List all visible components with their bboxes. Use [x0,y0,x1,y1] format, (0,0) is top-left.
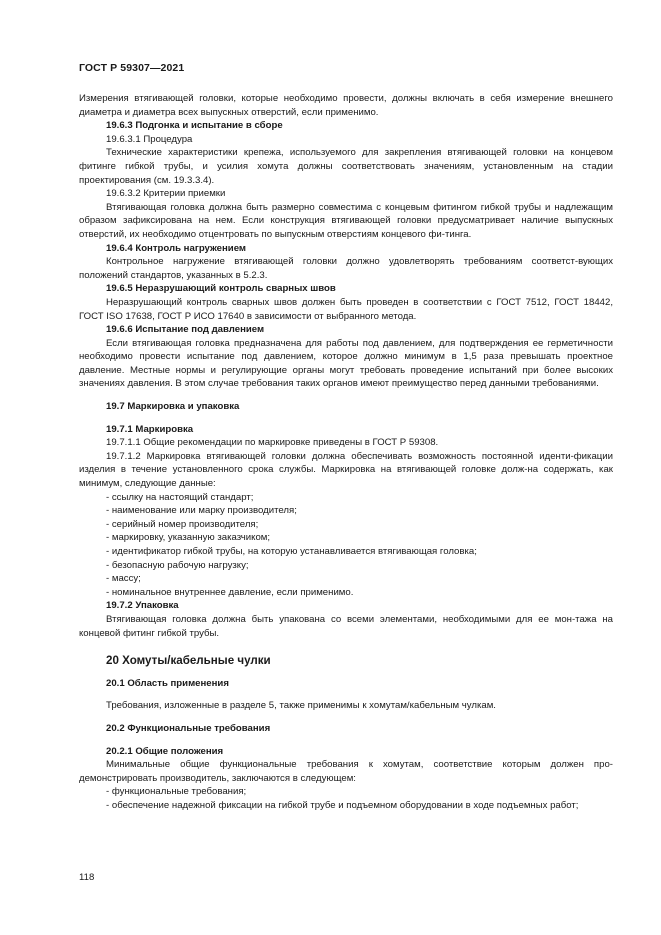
section-heading: 20.2 Функциональные требования [106,722,271,734]
subsection-heading: 19.6.3.2 Критерии приемки [106,188,226,200]
paragraph: Втягивающая головка должна быть размерно совместима с концевым фитингом гибкой трубы и надлежащим образом зафиксирована на нем. Если конструкция втягивающей головки предусматривает наличие выпускных отверстий, их необходимо отцентровать по выпускным отверстиям концевого фи-тинга. [79,201,613,240]
paragraph: 19.7.1.2 Маркировка втягивающей головки должна обеспечивать возможность постоянной иденти-фикации изделия в течение установленного срока службы. Маркировка на втягивающей головке долж-на содержать, как минимум, следующие данные: [79,450,613,490]
paragraph: 19.7.1.1 Общие рекомендации по маркировке приведены в ГОСТ Р 59308. [106,437,439,449]
list-item: - наименование или марку производителя; [106,505,297,517]
section-heading: 19.7 Маркировка и упаковка [106,401,240,413]
section-heading: 20.1 Область применения [106,677,229,689]
paragraph: Технические характеристики крепежа, используемого для закрепления втягивающей головки на концевом фитинге гибкой трубы, и усилия хомута должны соответствовать значениям, установленным на стадии проектирования (см. 19.3.3.4). [79,147,613,186]
paragraph: Требования, изложенные в разделе 5, также применимы к хомутам/кабельным чулкам. [106,700,496,712]
section-heading: 19.6.3 Подгонка и испытание в сборе [106,120,283,132]
paragraph: Измерения втягивающей головки, которые необходимо провести, должны включать в себя измерение внешнего диаметра и диаметра всех выпускных отверстий, если применимо. [79,93,613,118]
section-heading: 20.2.1 Общие положения [106,745,224,757]
list-item: - идентификатор гибкой трубы, на которую устанавливается втягивающая головка; [106,546,477,557]
chapter-heading: 20 Хомуты/кабельные чулки [106,654,271,668]
paragraph: Неразрушающий контроль сварных швов должен быть проведен в соответствии с ГОСТ 7512, ГОСТ 18442, ГОСТ ISO 17638, ГОСТ Р ИСО 17640 в зависимости от выбранного метода. [79,296,613,322]
page-number: 118 [79,872,95,883]
section-heading: 19.7.1 Маркировка [106,423,194,435]
document-header: ГОСТ Р 59307—2021 [79,62,185,74]
section-heading: 19.6.4 Контроль нагружением [106,242,247,254]
subsection-heading: 19.6.3.1 Процедура [106,133,193,145]
paragraph: Минимальные общие функциональные требования к хомутам, соответствие которым должен про-демонстрировать производитель, заключаются в следующем: [79,759,613,784]
paragraph: Контрольное нагружение втягивающей головки должно удовлетворять требованиям соответст-вующих положений стандартов, указанных в 5.2.3. [79,256,613,281]
list-item: - безопасную рабочую нагрузку; [106,559,249,571]
section-heading: 19.6.5 Неразрушающий контроль сварных швов [106,283,336,295]
list-item: - функциональные требования; [106,786,247,798]
document-body [79,92,613,813]
list-item: - ссылку на настоящий стандарт; [106,491,254,503]
list-item: - маркировку, указанную заказчиком; [106,532,271,544]
section-heading: 19.6.6 Испытание под давлением [106,324,265,336]
paragraph: Втягивающая головка должна быть упакована со всеми элементами, необходимыми для ее мон-тажа на концевой фитинг гибкой трубы. [79,613,613,639]
list-item: - массу; [106,573,141,585]
paragraph: Если втягивающая головка предназначена для работы под давлением, для подтверждения ее герметичности необходимо провести испытание под давлением, которое должно минимум в 1,5 раза превышать проектное давление. Местные нормы и регулирующие органы могут требовать проведение испытаний при более высоких значениях давления. В этом случае требования таких органов имеют преимущество перед данными требованиями. [79,337,613,390]
list-item: - обеспечение надежной фиксации на гибкой трубе и подъемном оборудовании в ходе подъемных работ; [106,799,579,811]
list-item: - серийный номер производителя; [106,518,259,530]
list-item: - номинальное внутреннее давление, если применимо. [106,586,354,598]
section-heading: 19.7.2 Упаковка [106,600,179,612]
